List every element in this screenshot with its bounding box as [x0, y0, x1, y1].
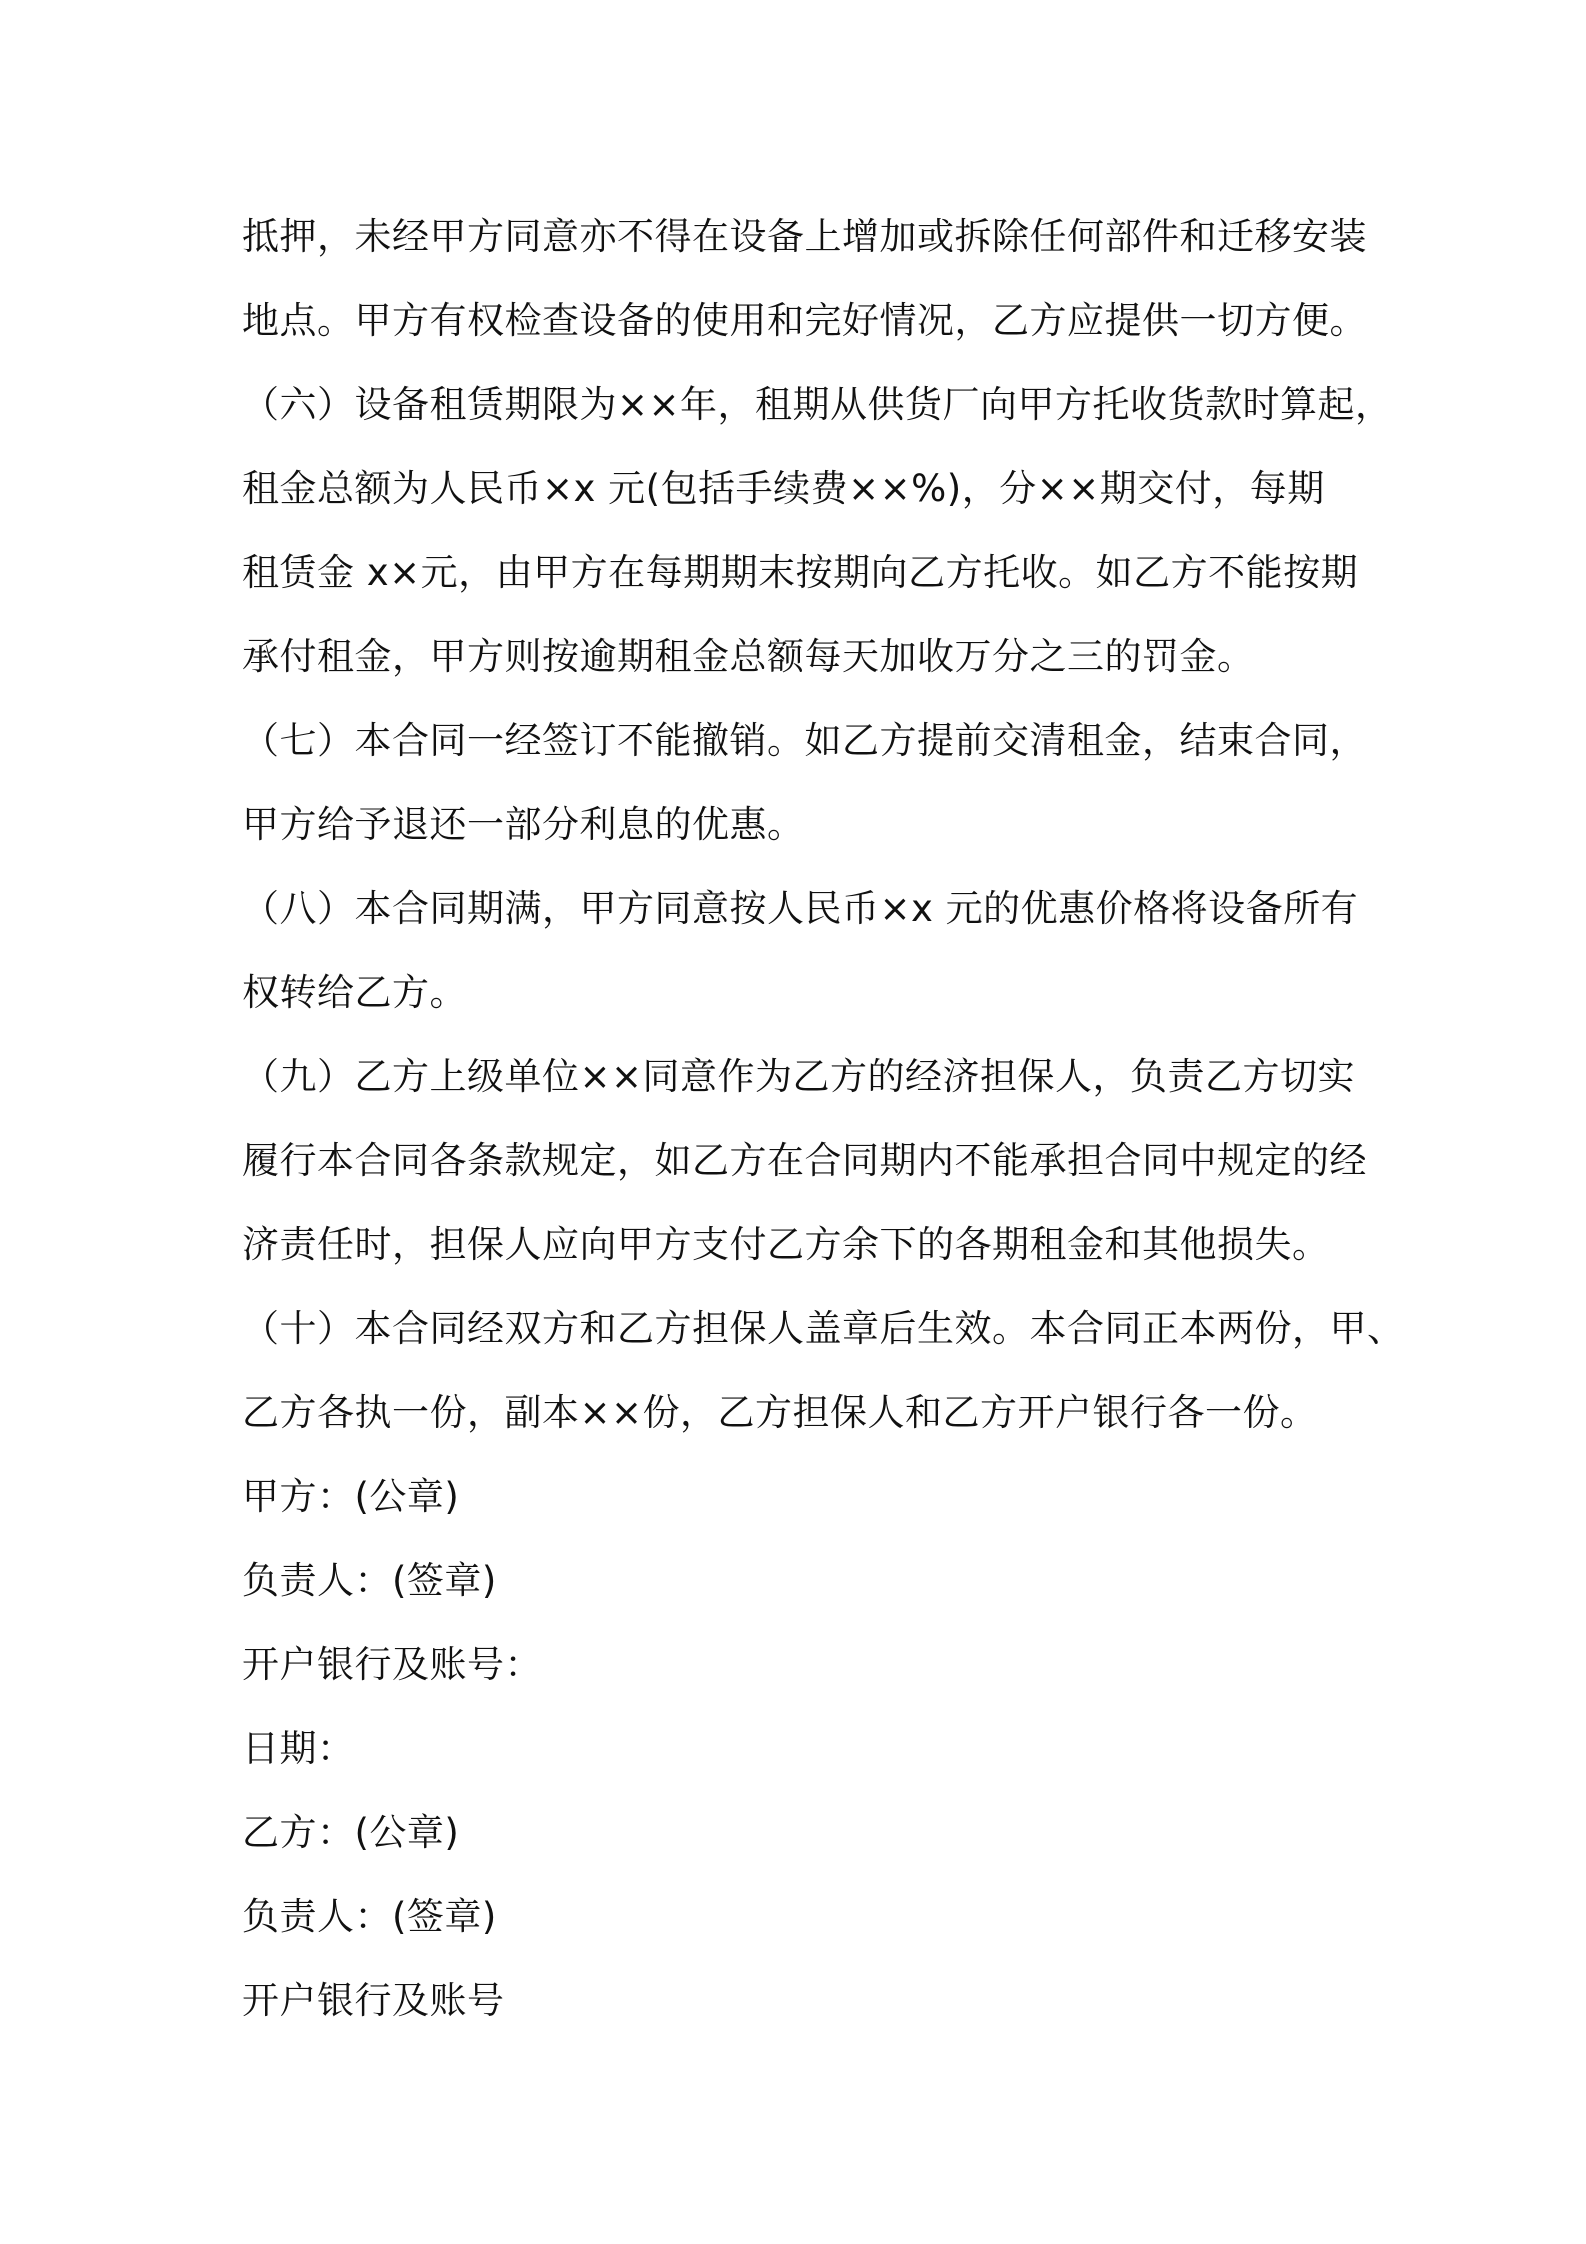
text-line: 乙方各执一份，副本××份，乙方担保人和乙方开户银行各一份。: [242, 1391, 1318, 1434]
text-line: （八）本合同期满，甲方同意按人民币×x 元的优惠价格将设备所有: [242, 887, 1359, 930]
party-a-bank-account: 开户银行及账号：: [242, 1643, 542, 1686]
clause-ten: [242, 1287, 1405, 1455]
party-b-responsible: 负责人：(签章): [242, 1895, 497, 1938]
text-line: 地点。甲方有权检查设备的使用和完好情况，乙方应提供一切方便。: [242, 299, 1367, 342]
party-a-date: 日期：: [242, 1727, 355, 1770]
clause-six: [242, 363, 1393, 699]
clause-nine: [242, 1035, 1367, 1287]
clause-seven: [242, 699, 1367, 867]
clause-eight: [242, 867, 1360, 1035]
text-line: 承付租金，甲方则按逾期租金总额每天加收万分之三的罚金。: [242, 635, 1255, 678]
text-line: （十）本合同经双方和乙方担保人盖章后生效。本合同正本两份，甲、: [242, 1307, 1405, 1350]
text-line: 租赁金 x×元，由甲方在每期期末按期向乙方托收。如乙方不能按期: [242, 551, 1359, 594]
text-line: 甲方给予退还一部分利息的优惠。: [242, 803, 805, 846]
text-line: （七）本合同一经签订不能撤销。如乙方提前交清租金，结束合同，: [242, 719, 1367, 762]
text-line: 抵押，未经甲方同意亦不得在设备上增加或拆除任何部件和迁移安装: [242, 215, 1367, 258]
text-line: 履行本合同各条款规定，如乙方在合同期内不能承担合同中规定的经: [242, 1139, 1367, 1182]
signature-block: [242, 1455, 1360, 2043]
clause-continuation: [242, 195, 1367, 363]
party-b-seal: 乙方：(公章): [242, 1811, 460, 1854]
party-b-bank-account: 开户银行及账号: [242, 1979, 505, 2022]
text-line: 权转给乙方。: [242, 971, 467, 1014]
text-line: 租金总额为人民币×x 元(包括手续费××%)，分××期交付，每期: [242, 467, 1325, 510]
party-a-seal: 甲方：(公章): [242, 1475, 460, 1518]
text-line: （九）乙方上级单位××同意作为乙方的经济担保人，负责乙方切实: [242, 1055, 1356, 1098]
party-a-responsible: 负责人：(签章): [242, 1559, 497, 1602]
contract-body: [242, 195, 1405, 2043]
text-line: （六）设备租赁期限为××年，租期从供货厂向甲方托收货款时算起，: [242, 383, 1393, 426]
text-line: 济责任时，担保人应向甲方支付乙方余下的各期租金和其他损失。: [242, 1223, 1330, 1266]
